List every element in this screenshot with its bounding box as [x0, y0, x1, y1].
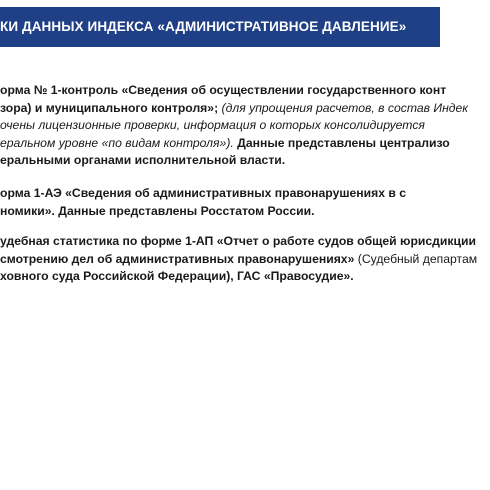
text-run: смотрению дел об административных правонарушениях» — [0, 251, 358, 266]
text-run: удебная статистика по форме 1-АП «Отчет о работе судов общей юрисдикции — [0, 234, 476, 248]
paragraph-line — [0, 117, 490, 135]
paragraph-line — [0, 82, 490, 100]
paragraph-line — [0, 268, 490, 286]
header-bar — [0, 7, 440, 47]
text-run: номики». Данные представлены Росстатом России. — [0, 203, 315, 218]
text-run: зора) и муниципального контроля»; — [0, 100, 222, 115]
data-source-form-1-ae — [0, 185, 490, 220]
slide-title: КИ ДАННЫХ ИНДЕКСА «АДМИНИСТРАТИВНОЕ ДАВЛЕНИЕ» — [0, 19, 407, 34]
text-run: (для упрощения расчетов, в состав Индек — [221, 100, 469, 115]
paragraph-line — [0, 100, 490, 118]
data-source-form-1-ap — [0, 233, 490, 286]
text-run: еральном уровне «по видам контроля»). — [0, 135, 238, 150]
paragraph-line — [0, 233, 490, 251]
paragraph-line — [0, 152, 490, 170]
text-run: ховного суда Российской Федерации), ГАС «Правосудие». — [0, 269, 354, 283]
text-run: (Судебный департам — [357, 251, 478, 266]
data-source-form-1-control — [0, 82, 490, 170]
text-run: Данные представлены централизо — [237, 135, 450, 150]
paragraph-line — [0, 251, 490, 269]
paragraph-line — [0, 135, 490, 153]
text-run: очены лицензионные проверки, информация о которых консолидируется — [0, 118, 425, 132]
paragraph-line — [0, 185, 490, 203]
text-run: еральными органами исполнительной власти. — [0, 153, 286, 167]
text-run: орма 1-АЭ «Сведения об административных правонарушениях в с — [0, 186, 407, 200]
text-run: орма № 1-контроль «Сведения об осуществлении государственного конт — [0, 83, 447, 97]
paragraph-line — [0, 203, 490, 221]
